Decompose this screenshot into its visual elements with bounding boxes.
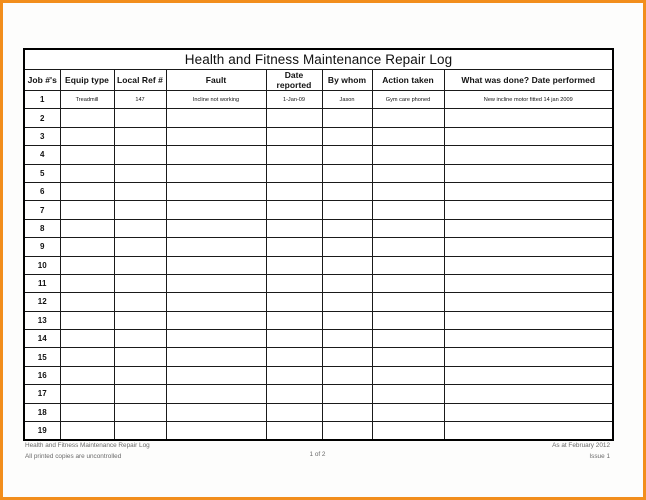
cell-fault[interactable]	[166, 219, 266, 237]
cell-fault[interactable]: Incline not working	[166, 91, 266, 109]
cell-action[interactable]	[372, 238, 444, 256]
cell-fault[interactable]	[166, 330, 266, 348]
cell-done[interactable]	[444, 422, 613, 441]
cell-job[interactable]: 7	[24, 201, 60, 219]
column-header-done: What was done? Date performed	[444, 70, 613, 91]
cell-done[interactable]	[444, 256, 613, 274]
cell-equip[interactable]: Treadmill	[60, 91, 114, 109]
cell-equip[interactable]	[60, 422, 114, 441]
cell-fault[interactable]	[166, 182, 266, 200]
table-row[interactable]	[24, 127, 613, 145]
cell-equip[interactable]	[60, 385, 114, 403]
cell-ref[interactable]	[114, 127, 166, 145]
cell-date[interactable]	[266, 330, 322, 348]
cell-equip[interactable]	[60, 293, 114, 311]
column-header-date: Date reported	[266, 70, 322, 91]
footer-as-at-date: As at February 2012	[552, 442, 610, 449]
cell-date[interactable]: 1-Jan-09	[266, 91, 322, 109]
table-title-row	[24, 49, 613, 70]
cell-action[interactable]	[372, 422, 444, 441]
table-row[interactable]	[24, 219, 613, 237]
cell-job[interactable]: 6	[24, 182, 60, 200]
footer-right	[552, 440, 610, 462]
cell-who[interactable]	[322, 238, 372, 256]
cell-fault[interactable]	[166, 109, 266, 127]
cell-done[interactable]	[444, 238, 613, 256]
cell-action[interactable]	[372, 274, 444, 292]
cell-equip[interactable]	[60, 311, 114, 329]
cell-equip[interactable]	[60, 238, 114, 256]
cell-date[interactable]	[266, 201, 322, 219]
repair-log-table	[23, 48, 614, 441]
cell-who[interactable]	[322, 201, 372, 219]
cell-equip[interactable]	[60, 366, 114, 384]
cell-action[interactable]	[372, 366, 444, 384]
cell-done[interactable]	[444, 146, 613, 164]
cell-done[interactable]	[444, 182, 613, 200]
cell-action[interactable]: Gym care phoned	[372, 91, 444, 109]
cell-job[interactable]: 5	[24, 164, 60, 182]
cell-date[interactable]	[266, 146, 322, 164]
table-row[interactable]	[24, 201, 613, 219]
cell-equip[interactable]	[60, 219, 114, 237]
table-row[interactable]	[24, 385, 613, 403]
table-row[interactable]	[24, 164, 613, 182]
cell-who[interactable]	[322, 274, 372, 292]
column-header-fault: Fault	[166, 70, 266, 91]
cell-action[interactable]	[372, 109, 444, 127]
cell-fault[interactable]	[166, 366, 266, 384]
table-row[interactable]	[24, 311, 613, 329]
cell-action[interactable]	[372, 182, 444, 200]
footer-uncontrolled-notice: All printed copies are uncontrolled	[25, 453, 122, 461]
table-row[interactable]	[24, 403, 613, 421]
cell-ref[interactable]	[114, 109, 166, 127]
cell-fault[interactable]	[166, 164, 266, 182]
cell-who[interactable]	[322, 385, 372, 403]
cell-job[interactable]: 1	[24, 91, 60, 109]
cell-who[interactable]	[322, 146, 372, 164]
cell-ref[interactable]	[114, 219, 166, 237]
cell-who[interactable]	[322, 366, 372, 384]
cell-date[interactable]	[266, 385, 322, 403]
column-header-who: By whom	[322, 70, 372, 91]
cell-action[interactable]	[372, 330, 444, 348]
cell-action[interactable]	[372, 219, 444, 237]
cell-done[interactable]	[444, 164, 613, 182]
cell-action[interactable]	[372, 385, 444, 403]
cell-fault[interactable]	[166, 256, 266, 274]
cell-action[interactable]	[372, 164, 444, 182]
cell-date[interactable]	[266, 256, 322, 274]
cell-ref[interactable]	[114, 403, 166, 421]
cell-job[interactable]: 11	[24, 274, 60, 292]
cell-date[interactable]	[266, 274, 322, 292]
table-row[interactable]	[24, 422, 613, 441]
cell-ref[interactable]	[114, 238, 166, 256]
cell-equip[interactable]	[60, 182, 114, 200]
cell-date[interactable]	[266, 127, 322, 145]
footer-issue: Issue 1	[589, 453, 610, 461]
cell-fault[interactable]	[166, 274, 266, 292]
cell-equip[interactable]	[60, 403, 114, 421]
cell-job[interactable]: 8	[24, 219, 60, 237]
cell-date[interactable]	[266, 109, 322, 127]
cell-done[interactable]	[444, 348, 613, 366]
cell-ref[interactable]	[114, 274, 166, 292]
cell-done[interactable]	[444, 311, 613, 329]
repair-log-table-body	[24, 49, 613, 440]
cell-done[interactable]	[444, 385, 613, 403]
cell-done[interactable]	[444, 219, 613, 237]
cell-fault[interactable]	[166, 127, 266, 145]
cell-ref[interactable]: 147	[114, 91, 166, 109]
cell-job[interactable]: 17	[24, 385, 60, 403]
cell-who[interactable]	[322, 109, 372, 127]
cell-who[interactable]	[322, 164, 372, 182]
cell-date[interactable]	[266, 182, 322, 200]
cell-date[interactable]	[266, 311, 322, 329]
table-row[interactable]	[24, 238, 613, 256]
footer-page-number: 1 of 2	[309, 451, 326, 458]
cell-job[interactable]: 15	[24, 348, 60, 366]
cell-done[interactable]	[444, 366, 613, 384]
cell-date[interactable]	[266, 164, 322, 182]
cell-job[interactable]: 16	[24, 366, 60, 384]
cell-ref[interactable]	[114, 422, 166, 441]
cell-equip[interactable]	[60, 256, 114, 274]
table-row[interactable]	[24, 274, 613, 292]
table-row[interactable]	[24, 366, 613, 384]
table-row[interactable]	[24, 109, 613, 127]
cell-done[interactable]	[444, 201, 613, 219]
cell-action[interactable]	[372, 256, 444, 274]
cell-who[interactable]	[322, 219, 372, 237]
cell-ref[interactable]	[114, 348, 166, 366]
cell-fault[interactable]	[166, 238, 266, 256]
cell-who[interactable]	[322, 127, 372, 145]
cell-equip[interactable]	[60, 330, 114, 348]
table-row[interactable]	[24, 91, 613, 109]
table-row[interactable]	[24, 348, 613, 366]
cell-equip[interactable]	[60, 164, 114, 182]
repair-log-sheet	[23, 48, 612, 436]
cell-done[interactable]	[444, 330, 613, 348]
cell-date[interactable]	[266, 366, 322, 384]
cell-action[interactable]	[372, 201, 444, 219]
cell-done[interactable]	[444, 293, 613, 311]
cell-who[interactable]	[322, 422, 372, 441]
table-row[interactable]	[24, 182, 613, 200]
cell-fault[interactable]	[166, 385, 266, 403]
cell-fault[interactable]	[166, 201, 266, 219]
table-header-row	[24, 70, 613, 91]
cell-who[interactable]	[322, 256, 372, 274]
cell-date[interactable]	[266, 348, 322, 366]
cell-job[interactable]: 13	[24, 311, 60, 329]
cell-fault[interactable]	[166, 311, 266, 329]
cell-action[interactable]	[372, 348, 444, 366]
cell-job[interactable]: 18	[24, 403, 60, 421]
cell-fault[interactable]	[166, 403, 266, 421]
table-row[interactable]	[24, 330, 613, 348]
cell-done[interactable]	[444, 127, 613, 145]
cell-job[interactable]: 14	[24, 330, 60, 348]
table-row[interactable]	[24, 293, 613, 311]
cell-fault[interactable]	[166, 146, 266, 164]
cell-job[interactable]: 3	[24, 127, 60, 145]
cell-who[interactable]: Jason	[322, 91, 372, 109]
column-header-equip: Equip type	[60, 70, 114, 91]
cell-done[interactable]	[444, 274, 613, 292]
cell-equip[interactable]	[60, 109, 114, 127]
cell-who[interactable]	[322, 293, 372, 311]
cell-action[interactable]	[372, 403, 444, 421]
cell-ref[interactable]	[114, 293, 166, 311]
cell-equip[interactable]	[60, 201, 114, 219]
cell-who[interactable]	[322, 348, 372, 366]
cell-ref[interactable]	[114, 311, 166, 329]
cell-fault[interactable]	[166, 348, 266, 366]
cell-equip[interactable]	[60, 146, 114, 164]
table-row[interactable]	[24, 256, 613, 274]
cell-equip[interactable]	[60, 348, 114, 366]
cell-done[interactable]	[444, 403, 613, 421]
cell-date[interactable]	[266, 219, 322, 237]
cell-who[interactable]	[322, 311, 372, 329]
cell-fault[interactable]	[166, 422, 266, 441]
column-header-ref: Local Ref #	[114, 70, 166, 91]
cell-job[interactable]: 2	[24, 109, 60, 127]
cell-who[interactable]	[322, 330, 372, 348]
cell-job[interactable]: 4	[24, 146, 60, 164]
cell-action[interactable]	[372, 127, 444, 145]
cell-ref[interactable]	[114, 201, 166, 219]
table-row[interactable]	[24, 146, 613, 164]
cell-date[interactable]	[266, 238, 322, 256]
cell-action[interactable]	[372, 146, 444, 164]
cell-equip[interactable]	[60, 274, 114, 292]
cell-job[interactable]: 10	[24, 256, 60, 274]
cell-ref[interactable]	[114, 146, 166, 164]
column-header-job: Job #'s	[24, 70, 60, 91]
cell-date[interactable]	[266, 293, 322, 311]
cell-equip[interactable]	[60, 127, 114, 145]
cell-who[interactable]	[322, 182, 372, 200]
cell-ref[interactable]	[114, 182, 166, 200]
cell-done[interactable]	[444, 109, 613, 127]
cell-job[interactable]: 12	[24, 293, 60, 311]
footer-doc-name: Health and Fitness Maintenance Repair Log	[25, 442, 150, 449]
cell-ref[interactable]	[114, 385, 166, 403]
column-header-action: Action taken	[372, 70, 444, 91]
cell-done[interactable]: New incline motor fitted 14 jan 2009	[444, 91, 613, 109]
page-title: Health and Fitness Maintenance Repair Log	[24, 49, 613, 70]
cell-action[interactable]	[372, 293, 444, 311]
cell-date[interactable]	[266, 422, 322, 441]
page-footer	[23, 440, 612, 468]
cell-date[interactable]	[266, 403, 322, 421]
cell-job[interactable]: 19	[24, 422, 60, 441]
cell-ref[interactable]	[114, 256, 166, 274]
cell-fault[interactable]	[166, 293, 266, 311]
cell-job[interactable]: 9	[24, 238, 60, 256]
cell-ref[interactable]	[114, 330, 166, 348]
cell-action[interactable]	[372, 311, 444, 329]
cell-ref[interactable]	[114, 366, 166, 384]
cell-ref[interactable]	[114, 164, 166, 182]
cell-who[interactable]	[322, 403, 372, 421]
